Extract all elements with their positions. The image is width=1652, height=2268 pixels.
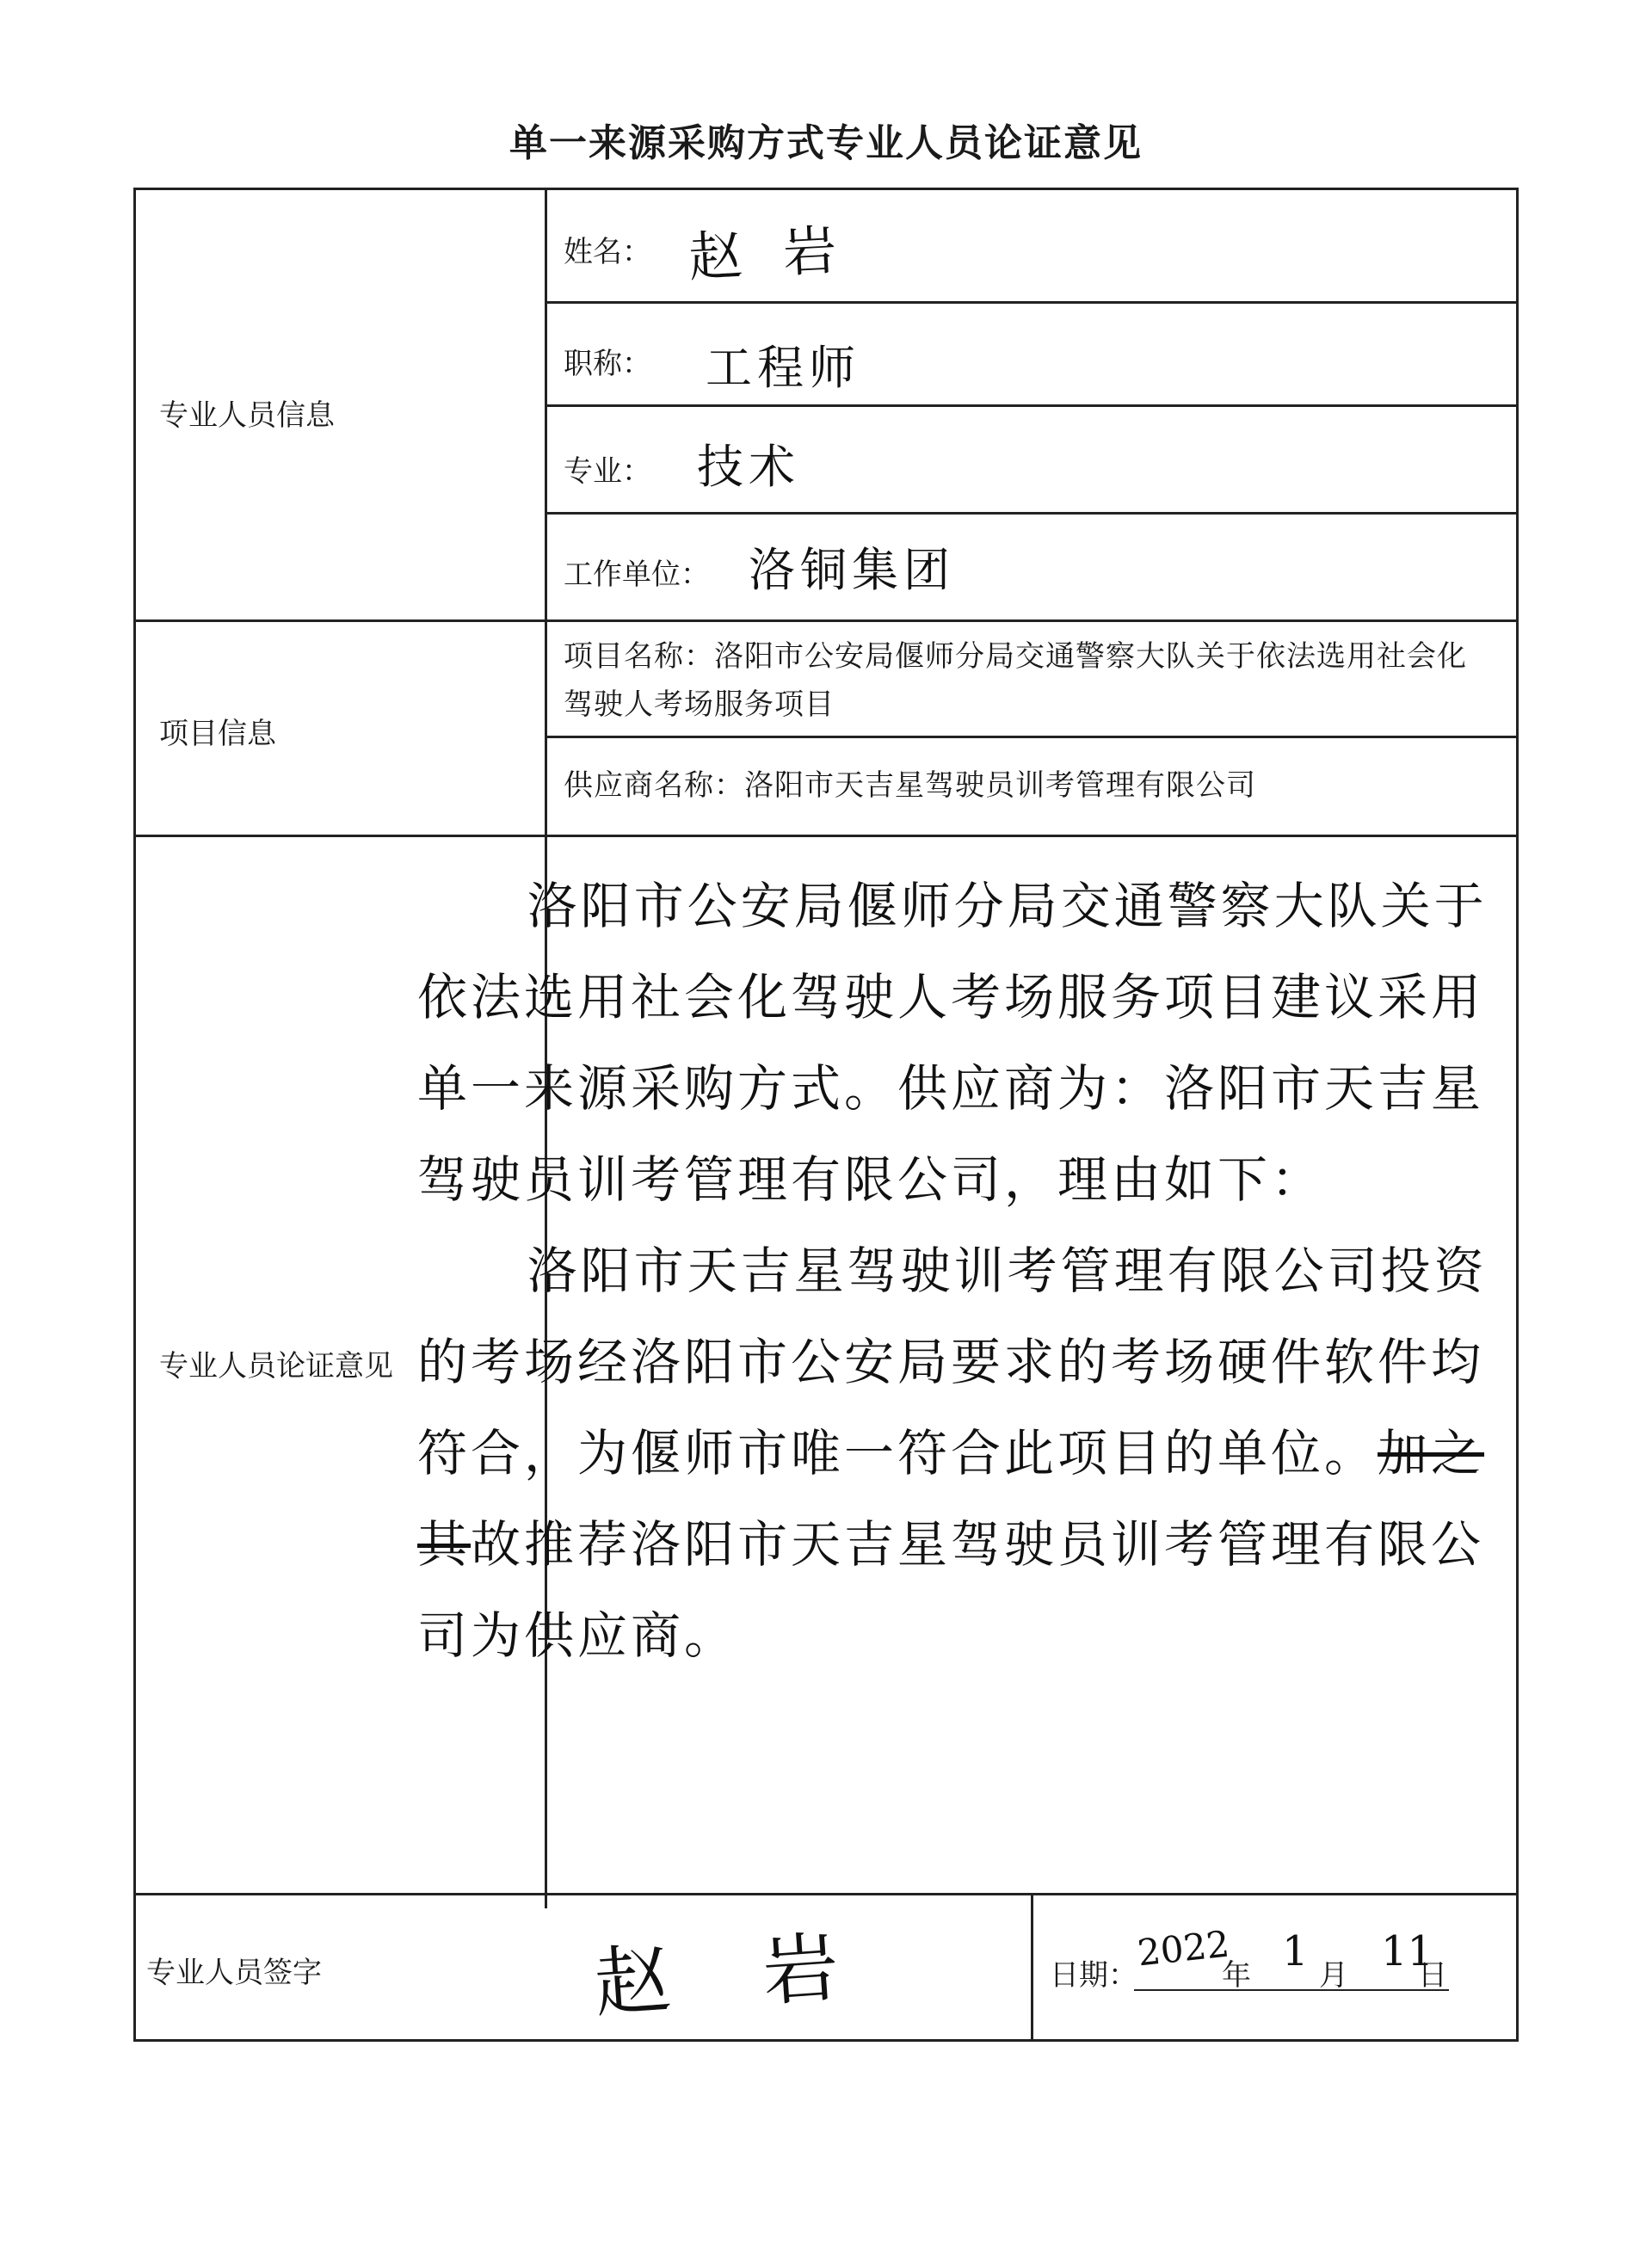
title-label: 职称： — [564, 347, 651, 381]
opinion-paragraph-1: 洛阳市公安局偃师分局交通警察大队关于依法选用社会化驾驶人考场服务项目建议采用单一来源采购方式。供应商为：洛阳市天吉星驾驶员训考管理有限公司，理由如下： — [417, 877, 1488, 1209]
signature-value: 赵 岩 — [591, 1920, 876, 2029]
employer-label: 工作单位： — [564, 558, 710, 592]
project-info-section-label: 项目信息 — [159, 717, 276, 751]
row-divider-opinion-section — [133, 1893, 1519, 1895]
supplier-name: 供应商名称：洛阳市天吉星驾驶员训考管理有限公司 — [564, 768, 1256, 803]
title-value: 工程师 — [706, 341, 860, 395]
struck-text: 加之其 — [417, 1424, 1485, 1574]
date-day-unit: 日 — [1418, 1958, 1447, 1993]
major-value: 技术 — [697, 440, 800, 494]
name-value: 赵 岩 — [687, 218, 850, 289]
date-day: 11 — [1381, 1927, 1434, 1975]
opinion-paragraph-2 — [417, 1225, 1497, 1681]
date-underline — [1134, 1989, 1449, 1991]
row-divider-expert-section — [133, 619, 1519, 622]
date-month-unit: 月 — [1319, 1958, 1348, 1993]
opinion-paragraph-2-post: 故推荐洛阳市天吉星驾驶员训考管理有限公司为供应商。 — [417, 1515, 1485, 1665]
project-name: 项目名称：洛阳市公安局偃师分局交通警察大队关于依法选用社会化驾驶人考场服务项目 — [564, 639, 1467, 722]
date-year: 2022 — [1135, 1922, 1232, 1975]
date-year-unit: 年 — [1222, 1958, 1251, 1993]
row-divider-project — [545, 736, 1519, 738]
employer-value: 洛铜集团 — [749, 543, 955, 597]
row-divider-project-section — [133, 835, 1519, 837]
name-label: 姓名： — [564, 235, 651, 269]
date-month: 1 — [1282, 1927, 1309, 1975]
row-divider-name — [545, 301, 1519, 304]
row-divider-title — [545, 404, 1519, 407]
opinion-section-label: 专业人员论证意见 — [159, 1349, 393, 1384]
opinion-text — [417, 860, 1497, 1681]
date-label: 日期： — [1050, 1958, 1137, 1993]
row-divider-major — [545, 512, 1519, 515]
opinion-paragraph-2-pre: 洛阳市天吉星驾驶训考管理有限公司投资的考场经洛阳市公安局要求的考场硬件软件均符合，为偃师市唯一符合此项目的单位。 — [417, 1242, 1488, 1482]
major-label: 专业： — [564, 454, 651, 489]
document-title: 单一来源采购方式专业人员论证意见 — [509, 121, 1143, 165]
signature-section-label: 专业人员签字 — [146, 1956, 322, 1990]
expert-info-section-label: 专业人员信息 — [159, 398, 335, 433]
date-divider — [1031, 1893, 1033, 2042]
